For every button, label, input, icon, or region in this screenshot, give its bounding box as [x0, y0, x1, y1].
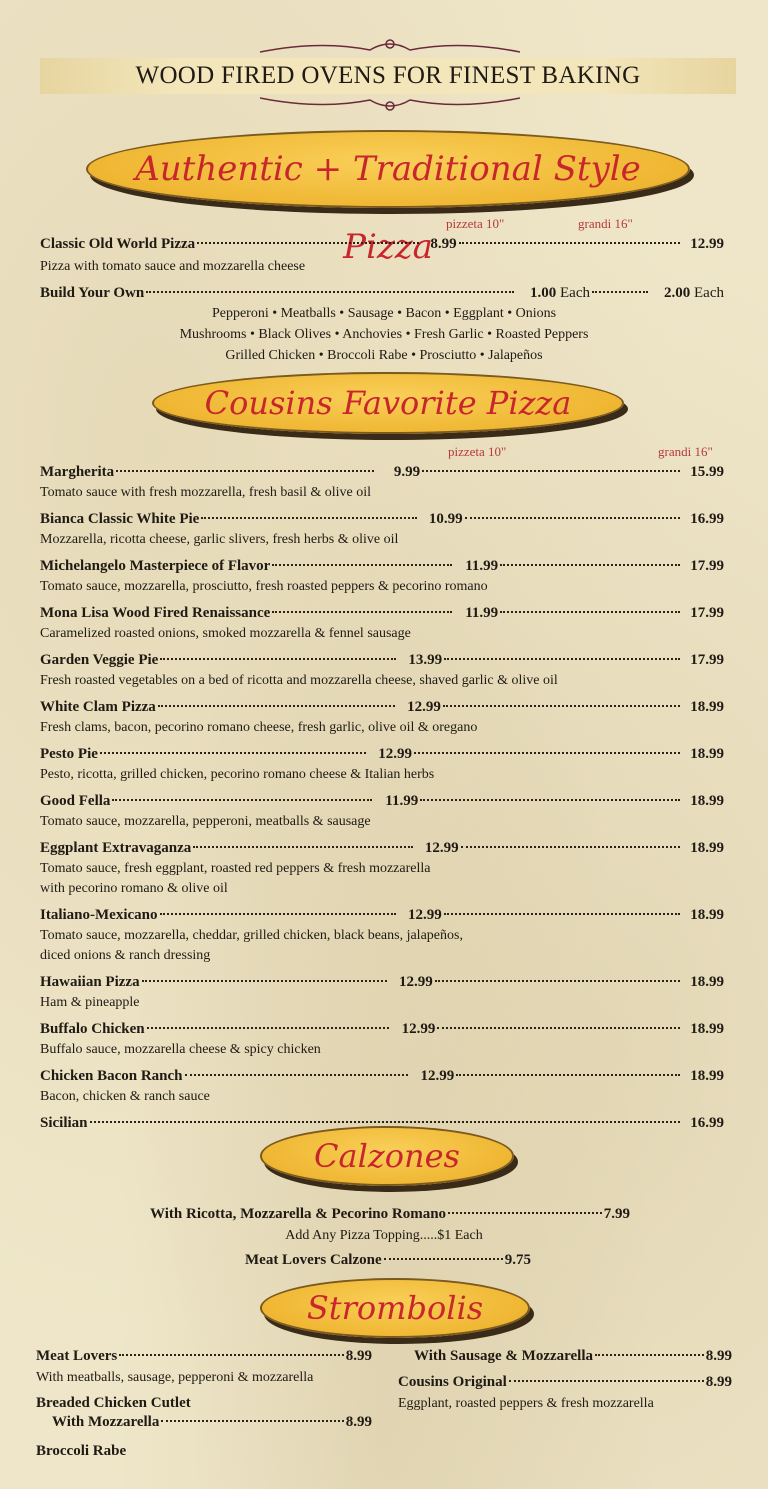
item-description: Eggplant, roasted peppers & fresh mozzarella — [398, 1396, 654, 1411]
price-large: 18.99 — [690, 1068, 724, 1084]
price-large: 17.99 — [690, 558, 724, 574]
item-description: Fresh clams, bacon, pecorino romano cheese, fresh garlic, olive oil & oregano — [40, 720, 478, 735]
item-description: Pesto, ricotta, grilled chicken, pecorino romano cheese & Italian herbs — [40, 767, 435, 782]
leader-dots — [414, 752, 680, 754]
item-description: Tomato sauce, fresh eggplant, roasted red peppers & fresh mozzarella — [40, 861, 431, 876]
item-name: Classic Old World Pizza — [40, 236, 196, 252]
price-small: 13.99 — [408, 652, 443, 668]
menu-item — [40, 511, 724, 531]
item-name: Build Your Own — [40, 285, 145, 301]
item-description: with pecorino romano & olive oil — [40, 881, 228, 896]
item-name: Breaded Chicken Cutlet — [36, 1395, 191, 1411]
leader-dots — [443, 705, 680, 707]
price-large: 18.99 — [690, 699, 724, 715]
price-large: 17.99 — [690, 605, 724, 621]
item-description: Tomato sauce, mozzarella, pepperoni, meatballs & sausage — [40, 814, 371, 829]
price-large: 18.99 — [690, 793, 725, 809]
leader-dots — [90, 1121, 680, 1123]
price-large: 17.99 — [690, 652, 725, 668]
leader-dots — [461, 846, 680, 848]
item-price: 8.99 — [345, 1348, 372, 1364]
price-large: 16.99 — [690, 1115, 724, 1131]
leader-dots — [420, 799, 680, 801]
leader-dots — [160, 658, 396, 660]
col-header-small: pizzeta 10" — [448, 444, 507, 459]
price-small: 8.99 — [430, 236, 457, 252]
price-small: 12.99 — [424, 840, 459, 856]
item-description: Fresh roasted vegetables on a bed of ricotta and mozzarella cheese, shaved garlic & olive oil — [40, 673, 558, 688]
calzones-section-title: Calzones — [260, 1126, 514, 1186]
leader-dots — [201, 517, 416, 519]
leader-dots — [272, 611, 452, 613]
item-name: Pesto Pie — [40, 746, 98, 762]
leader-dots — [465, 517, 680, 519]
leader-dots — [444, 658, 680, 660]
leader-dots — [437, 1027, 680, 1029]
leader-dots — [147, 1027, 390, 1029]
item-name: Good Fella — [40, 793, 111, 809]
price-small: 11.99 — [465, 558, 499, 574]
stromboli-item — [398, 1374, 732, 1391]
stromboli-item — [36, 1442, 126, 1460]
item-name: Broccoli Rabe — [36, 1443, 127, 1459]
menu-item — [40, 974, 724, 994]
item-name: Meat Lovers — [36, 1348, 118, 1364]
leader-dots — [500, 611, 680, 613]
price-small: 12.99 — [408, 907, 442, 923]
item-description: With meatballs, sausage, pepperoni & mozzarella — [36, 1370, 314, 1385]
item-name: Mona Lisa Wood Fired Renaissance — [40, 605, 271, 621]
price-small: 12.99 — [407, 699, 441, 715]
top-flourish — [260, 36, 520, 56]
price-large: 16.99 — [690, 511, 724, 527]
toppings-line: Pepperoni • Meatballs • Sausage • Bacon • Eggplant • Onions — [211, 306, 557, 321]
menu-item — [40, 793, 724, 813]
price-large: 18.99 — [690, 840, 725, 856]
menu-item — [40, 236, 724, 256]
leader-dots — [158, 705, 395, 707]
price-large: 15.99 — [690, 464, 725, 480]
leader-dots — [272, 564, 452, 566]
stromboli-item-cont — [52, 1414, 372, 1431]
price-large: 18.99 — [690, 1021, 725, 1037]
price-large: 18.99 — [690, 746, 725, 762]
item-name: Bianca Classic White Pie — [40, 511, 200, 527]
item-description: Tomato sauce with fresh mozzarella, fresh basil & olive oil — [40, 485, 372, 500]
price-small: 12.99 — [420, 1068, 455, 1084]
price-large: 18.99 — [690, 907, 724, 923]
leader-dots — [448, 1212, 602, 1214]
leader-dots — [592, 291, 648, 293]
item-name: Eggplant Extravaganza — [40, 840, 192, 856]
price-small: 9.99 — [393, 464, 421, 480]
item-name: Hawaiian Pizza — [40, 974, 140, 990]
item-name: Italiano-Mexicano — [40, 907, 158, 923]
strombolis-section-title: Strombolis — [260, 1278, 530, 1338]
item-price: 8.99 — [705, 1348, 732, 1364]
leader-dots — [146, 291, 514, 293]
item-name: Sicilian — [40, 1115, 88, 1131]
item-description: Tomato sauce, mozzarella, cheddar, grilled chicken, black beans, jalapeños, — [40, 928, 463, 943]
leader-dots — [197, 242, 418, 244]
item-description: Tomato sauce, mozzarella, prosciutto, fresh roasted peppers & pecorino romano — [40, 579, 488, 594]
price-small: 1.00 Each — [530, 285, 590, 301]
leader-dots — [500, 564, 680, 566]
menu-item — [40, 1068, 724, 1088]
item-description: Pizza with tomato sauce and mozzarella cheese — [40, 259, 306, 274]
col-header-small: pizzeta 10" — [446, 216, 505, 231]
item-description: diced onions & ranch dressing — [40, 948, 211, 963]
item-name: With Sausage & Mozzarella — [414, 1348, 594, 1364]
authentic-section-title: Authentic + Traditional Style Pizza — [86, 130, 690, 208]
menu-item — [40, 558, 724, 578]
menu-item — [40, 746, 724, 766]
leader-dots — [119, 1354, 344, 1356]
leader-dots — [595, 1354, 704, 1356]
item-price: 8.99 — [345, 1414, 372, 1430]
calzone-item — [150, 1206, 630, 1223]
item-name: Buffalo Chicken — [40, 1021, 145, 1037]
price-small: 12.99 — [378, 746, 412, 762]
price-small: 11.99 — [465, 605, 499, 621]
price-large: 12.99 — [690, 236, 724, 252]
item-name: Garden Veggie Pie — [40, 652, 159, 668]
menu-item — [40, 1021, 724, 1041]
price-small: 12.99 — [399, 974, 433, 990]
price-small: 12.99 — [401, 1021, 436, 1037]
item-name: With Mozzarella — [52, 1414, 160, 1430]
item-name: Margherita — [40, 464, 115, 480]
leader-dots — [100, 752, 366, 754]
item-name: Cousins Original — [398, 1374, 507, 1390]
build-your-own — [40, 285, 724, 305]
price-large: 2.00 Each — [664, 285, 724, 301]
price-small: 11.99 — [385, 793, 419, 809]
leader-dots — [509, 1380, 704, 1382]
menu-item — [40, 464, 724, 484]
price-small: 10.99 — [428, 511, 463, 527]
leader-dots — [161, 1420, 343, 1422]
item-name: With Ricotta, Mozzarella & Pecorino Romano — [150, 1206, 447, 1222]
price-large: 18.99 — [690, 974, 725, 990]
leader-dots — [459, 242, 680, 244]
menu-item — [40, 699, 724, 719]
stromboli-item — [36, 1394, 191, 1412]
menu-item — [40, 907, 724, 927]
leader-dots — [444, 913, 680, 915]
cousins-section-title: Cousins Favorite Pizza — [152, 372, 624, 434]
menu-item — [40, 605, 724, 625]
leader-dots — [142, 980, 387, 982]
item-description: Bacon, chicken & ranch sauce — [40, 1089, 210, 1104]
leader-dots — [160, 913, 396, 915]
leader-dots — [193, 846, 412, 848]
leader-dots — [435, 980, 680, 982]
header-banner — [40, 58, 736, 94]
item-name: Michelangelo Masterpiece of Flavor — [40, 558, 271, 574]
toppings-line: Mushrooms • Black Olives • Anchovies • Fresh Garlic • Roasted Peppers — [179, 327, 589, 342]
leader-dots — [185, 1074, 409, 1076]
toppings-line: Grilled Chicken • Broccoli Rabe • Prosciutto • Jalapeños — [225, 348, 543, 363]
item-price: 7.99 — [603, 1206, 630, 1222]
menu-item — [40, 652, 724, 672]
item-name: Chicken Bacon Ranch — [40, 1068, 183, 1084]
stromboli-item — [36, 1348, 372, 1365]
leader-dots — [116, 470, 374, 472]
col-header-large: grandi 16" — [658, 444, 713, 459]
stromboli-item — [414, 1348, 732, 1365]
item-price: 8.99 — [705, 1374, 732, 1390]
bottom-flourish — [260, 94, 520, 114]
calzone-item — [245, 1252, 531, 1269]
leader-dots — [456, 1074, 680, 1076]
item-name: Meat Lovers Calzone — [245, 1252, 382, 1268]
item-description: Caramelized roasted onions, smoked mozzarella & fennel sausage — [40, 626, 411, 641]
item-description: Ham & pineapple — [40, 995, 140, 1010]
header-title: WOOD FIRED OVENS FOR FINEST BAKING — [135, 62, 641, 89]
menu-item — [40, 840, 724, 860]
col-header-large: grandi 16" — [578, 216, 633, 231]
calzone-note: Add Any Pizza Topping.....$1 Each — [285, 1228, 483, 1243]
leader-dots — [112, 799, 372, 801]
item-description: Mozzarella, ricotta cheese, garlic slivers, fresh herbs & olive oil — [40, 532, 399, 547]
item-name: White Clam Pizza — [40, 699, 156, 715]
item-price: 9.75 — [504, 1252, 531, 1268]
item-description: Buffalo sauce, mozzarella cheese & spicy chicken — [40, 1042, 321, 1057]
leader-dots — [422, 470, 680, 472]
leader-dots — [384, 1258, 503, 1260]
